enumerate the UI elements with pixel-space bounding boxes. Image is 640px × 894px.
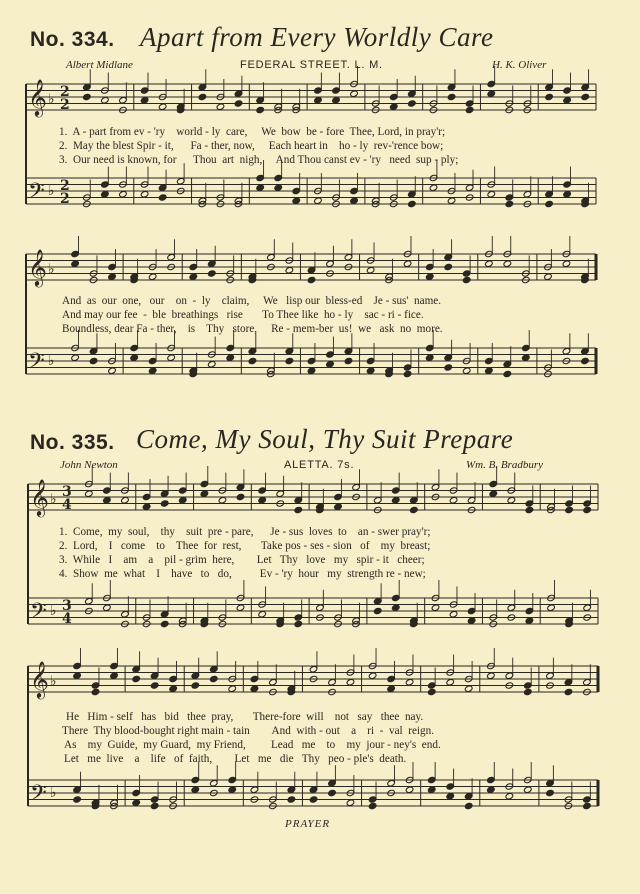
treble-clef-icon: 𝄞 [28,78,47,116]
note-head [167,354,176,361]
note-head [429,184,438,191]
note-head [158,194,167,201]
note-head [563,191,572,198]
note-head [200,490,209,497]
note-head [108,367,117,374]
note-head [285,267,294,274]
note-head [189,273,198,280]
note-head [191,682,200,689]
note-head [132,675,141,682]
note-head [292,197,301,204]
time-signature: 2 [60,97,70,113]
note-head [447,93,456,100]
note-head [485,367,494,374]
lyrics-verse-3: 3. Our need is known, for Thou art nigh, And Thou canst ev - 'ry need sup - ply; [59,154,459,166]
note-head [198,93,207,100]
note-head [150,682,159,689]
note-head [387,685,396,692]
note-head [160,620,169,627]
lyrics-verse-4: 4. Show me what I have to do, Ev - 'ry hour my strength re - new; [59,568,426,580]
flat-icon: ♭ [50,491,57,508]
note-head [449,497,458,504]
note-head [285,357,294,364]
note-head [250,685,259,692]
note-head [334,503,343,510]
note-head [563,97,572,104]
note-head [85,490,94,497]
note-head [328,789,337,796]
note-head [583,506,592,513]
note-head [489,490,498,497]
note-head [256,106,265,113]
lyrics-verse-3: As my Guide, my Guard, my Friend, Lead me to my jour - ney's end. [64,739,441,751]
note-head [544,273,553,280]
note-head [467,617,476,624]
note-head [525,617,534,624]
note-head [307,367,316,374]
note-head [208,270,217,277]
note-head [446,679,455,686]
time-signature: 2 [60,191,70,207]
flat-icon: ♭ [48,91,55,108]
note-head [562,260,571,267]
note-head [256,184,265,191]
note-head [121,497,130,504]
note-head [487,191,496,198]
note-head [236,493,245,500]
note-head [546,789,555,796]
note-head [314,97,323,104]
note-head [405,786,414,793]
hymn-composer: H. K. Oliver [492,59,547,71]
note-head [427,688,436,695]
note-head [524,786,533,793]
note-head [581,93,590,100]
lyrics-verse-4: Let me live a life of faith, Let me die Thy peo - ple's death. [64,753,407,765]
note-head [449,611,458,618]
note-head [545,200,554,207]
note-head [444,263,453,270]
lyrics-verse-2: 2. May the blest Spir - it, Fa - ther, now, Each heart in ho - ly rev-'rence bow; [59,140,444,152]
flat-icon: ♭ [50,673,57,690]
note-head [427,786,436,793]
note-head [487,786,496,793]
note-head [465,106,474,113]
note-head [274,184,283,191]
time-signature: 3 [62,598,72,614]
note-head [228,685,237,692]
hymn-author: John Newton [60,459,118,471]
note-head [226,354,235,361]
note-head [178,497,187,504]
note-head [583,802,592,809]
note-head [368,672,377,679]
lyrics-verse-3: Boundless, dear Fa - ther, is Thy store, Re - mem-ber us! we ask no more. [62,323,443,335]
bass-clef-icon: 𝄢 [28,179,45,209]
note-head [218,497,227,504]
note-head [148,273,157,280]
note-head [248,357,257,364]
note-head [346,679,355,686]
note-head [309,796,318,803]
flat-icon: ♭ [50,785,57,801]
note-head [140,97,149,104]
note-head [545,93,554,100]
note-head [89,357,98,364]
note-head [169,685,178,692]
note-head [132,799,141,806]
note-head [447,197,456,204]
treble-clef-icon: 𝄞 [30,478,49,516]
note-head [464,802,473,809]
note-head [524,688,533,695]
note-head [462,276,471,283]
flat-icon: ♭ [50,603,57,619]
note-head [405,679,414,686]
note-head [158,103,167,110]
note-head [485,260,494,267]
note-head [101,191,110,198]
note-head [148,367,157,374]
note-head [350,90,359,97]
hymn-number: No. 334. [30,28,115,51]
note-head [142,503,151,510]
time-signature: 4 [62,611,72,627]
note-head [390,103,399,110]
lyrics-verse-3: 3. While I am a pil - grim here, Let Thy love my spir - it cheer; [59,554,425,566]
note-head [425,273,434,280]
time-signature: 2 [60,84,70,100]
note-head [392,604,401,611]
note-head [503,370,512,377]
flat-icon: ♭ [48,261,55,278]
note-head [403,370,412,377]
note-head [228,786,237,793]
note-head [208,361,217,368]
note-head [108,273,117,280]
hymn-title: Come, My Soul, Thy Suit Prepare [136,424,514,454]
note-head [73,796,82,803]
note-head [210,675,219,682]
note-head [408,100,417,107]
note-head [294,620,303,627]
hymn-number: No. 335. [30,431,115,454]
note-head [350,197,359,204]
note-head [236,604,245,611]
note-head [446,793,455,800]
note-head [366,367,375,374]
hymn-author: Albert Midlane [66,59,133,71]
note-head [522,354,531,361]
page-footer-category: PRAYER [285,818,331,830]
flat-icon: ♭ [48,353,55,369]
time-signature: 3 [62,484,72,500]
note-head [408,200,417,207]
hymn-title: Apart from Every Worldly Care [140,22,494,52]
note-head [71,260,80,267]
note-head [294,506,303,513]
bass-clef-icon: 𝄢 [28,349,45,379]
note-head [130,354,139,361]
lyrics-verse-1: 1. A - part from ev - 'ry world - ly care, We bow be - fore Thee, Lord, in pray'r; [59,126,446,138]
note-head [101,97,110,104]
note-head [487,672,496,679]
note-head [403,260,412,267]
note-head [525,506,534,513]
time-signature: 4 [62,497,72,513]
note-head [191,786,200,793]
note-head [119,191,128,198]
lyrics-verse-2: There Thy blood-bought right main - tain And with - out a ri - val reign. [62,725,435,737]
bass-clef-icon: 𝄢 [30,781,47,811]
note-head [287,796,296,803]
lyrics-verse-1: He Him - self has bid thee pray, There-fore will not say thee nay. [66,711,424,723]
note-head [258,611,267,618]
note-head [234,100,243,107]
note-head [464,685,473,692]
note-head [326,361,335,368]
lyrics-verse-1: 1. Come, my soul, thy suit pre - pare, Je - sus loves to an - swer pray'r; [59,526,431,538]
treble-clef-icon: 𝄞 [28,248,47,286]
hymn-composer: Wm. B. Bradbury [466,459,543,471]
note-head [160,500,169,507]
note-head [73,672,82,679]
note-head [581,357,590,364]
note-head [425,354,434,361]
note-head [140,191,149,198]
note-head [392,497,401,504]
note-head [71,354,80,361]
note-head [487,90,496,97]
note-head [346,799,355,806]
note-head [103,604,112,611]
tune-name: ALETTA. 7s. [284,459,355,471]
note-head [91,688,100,695]
lyrics-verse-2: 2. Lord, I come to Thee for rest, Take pos - ses - sion of my breast; [59,540,431,552]
note-head [103,497,112,504]
time-signature: 2 [60,178,70,194]
note-head [462,367,471,374]
note-head [307,276,316,283]
note-head [444,364,453,371]
note-head [565,506,574,513]
tune-name: FEDERAL STREET. L. M. [240,59,383,71]
note-head [216,103,225,110]
lyrics-verse-1: And as our one, our on - ly claim, We lisp our bless-ed Je - sus' name. [62,295,442,307]
note-head [503,260,512,267]
note-head [150,802,159,809]
lyrics-verse-2: And may our fee - ble breathings rise To Thee like ho - ly sac - ri - fice. [62,309,424,321]
treble-clef-icon: 𝄞 [30,660,49,698]
note-head [507,497,516,504]
note-head [314,197,323,204]
note-head [83,93,92,100]
note-head [344,357,353,364]
note-head [547,604,556,611]
note-head [431,604,440,611]
note-head [564,688,573,695]
note-head [373,607,382,614]
note-head [410,506,419,513]
note-head [258,497,267,504]
note-head [368,802,377,809]
note-head [366,267,375,274]
note-head [505,793,514,800]
bass-clef-icon: 𝄢 [30,599,47,629]
note-head [110,672,119,679]
note-head [332,97,341,104]
note-head [505,200,514,207]
flat-icon: ♭ [48,183,55,199]
